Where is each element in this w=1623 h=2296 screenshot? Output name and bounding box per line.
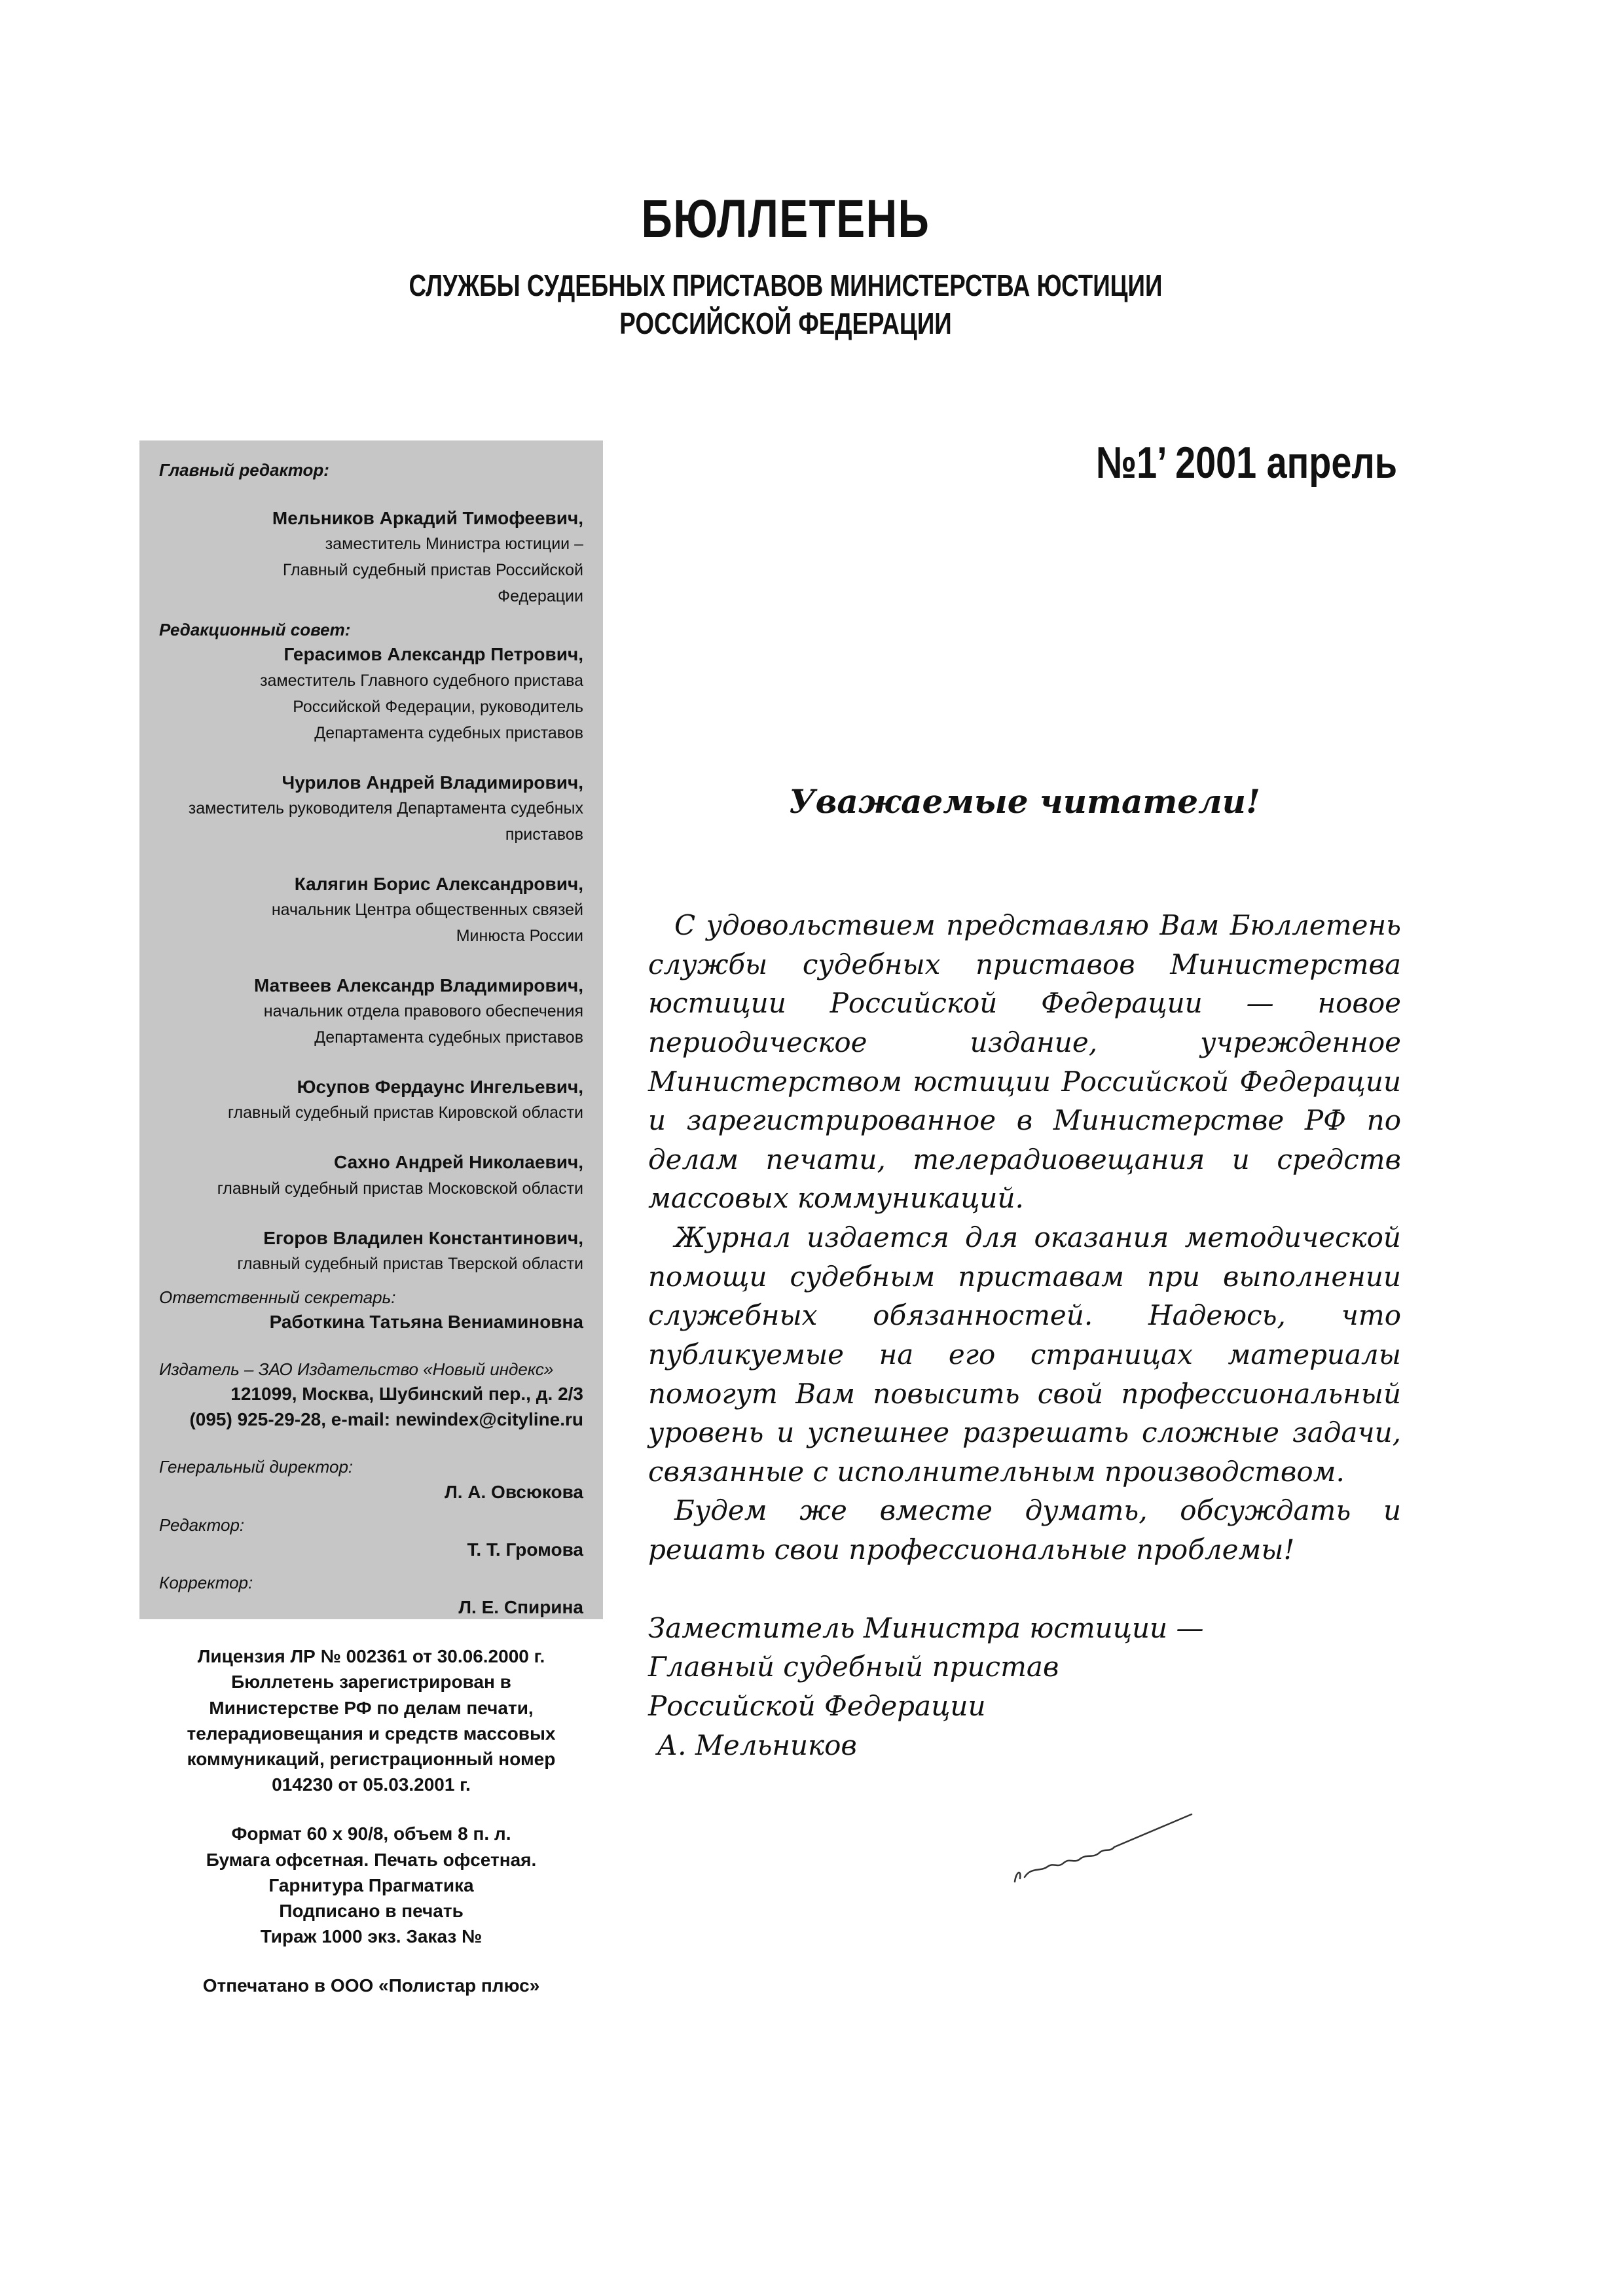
person-name: Калягин Борис Александрович, — [294, 873, 583, 894]
person-role: Российской Федерации, руководитель — [293, 697, 583, 716]
license-line: Лицензия ЛР № 002361 от 30.06.2000 г. — [197, 1646, 545, 1667]
person-role: главный судебный пристав Кировской области — [228, 1103, 583, 1122]
handwritten-signature — [1002, 1806, 1198, 1892]
editor-label: Редактор: — [159, 1515, 245, 1535]
license-line: Бюллетень зарегистрирован в — [231, 1672, 511, 1693]
council-member — [159, 641, 583, 745]
subtitle-line: СЛУЖБЫ СУДЕБНЫХ ПРИСТАВОВ МИНИСТЕРСТВА ЮСТИЦИИ — [409, 268, 1163, 303]
publisher-label: Издатель – ЗАО Издательство «Новый индекс» — [159, 1359, 554, 1379]
person-role: Минюста России — [456, 926, 583, 945]
secretary-label: Ответственный секретарь: — [159, 1287, 396, 1307]
director-label: Генеральный директор: — [159, 1457, 354, 1477]
editor-name: Т. Т. Громова — [467, 1539, 583, 1560]
license-line: коммуникаций, регистрационный номер — [187, 1749, 556, 1770]
person-name: Сахно Андрей Николаевич, — [334, 1152, 583, 1173]
person-name: Матвеев Александр Владимирович, — [253, 975, 583, 996]
letter-greeting: Уважаемые читатели! — [789, 782, 1260, 821]
signoff-line: Главный судебный пристав — [648, 1651, 1059, 1683]
person-name: Чурилов Андрей Владимирович, — [282, 772, 583, 793]
printed-by: Отпечатано в ООО «Полистар плюс» — [202, 1975, 540, 1996]
letter-paragraph: Будем же вместе думать, обсуждать и решать свои профессиональные проблемы! — [648, 1494, 1401, 1566]
person-role: главный судебный пристав Московской области — [217, 1179, 583, 1198]
format-line: Бумага офсетная. Печать офсетная. — [206, 1849, 537, 1870]
chief-editor-label: Главный редактор: — [159, 460, 329, 480]
council-member — [159, 973, 583, 1050]
person-role: начальник Центра общественных связей — [271, 900, 583, 919]
person-name: Егоров Владилен Константинович, — [263, 1227, 583, 1248]
letter-paragraph: Журнал издается для оказания методической помощи судебным приставам при выполнении служебных обязанностей. Надеюсь, что публикуемые на его страницах материалы помогут Вам повысить свой профессиональный уровень и успешнее разрешать сложные задачи, связанные с исполнительным производством. — [648, 1221, 1401, 1488]
issue-number: №1’ 2001 апрель — [1095, 438, 1397, 488]
license-line: Министерстве РФ по делам печати, — [209, 1697, 534, 1718]
format-block — [159, 1821, 583, 1949]
license-block — [159, 1643, 583, 1797]
council-label: Редакционный совет: — [159, 620, 351, 640]
corrector-label: Корректор: — [159, 1573, 253, 1592]
editorial-letter — [648, 782, 1401, 1765]
chief-editor — [159, 505, 583, 609]
letter-paragraph: С удовольствием представляю Вам Бюллетень службы судебных приставов Министерства юстиции Российской Федерации — новое периодическое издание, учрежденное Министерством юстиции Российской Федерации и зарегистрированное в Министерстве РФ по делам печати, телерадиовещания и средств массовых коммуникаций. — [648, 909, 1401, 1215]
corrector-name: Л. Е. Спирина — [458, 1597, 583, 1618]
person-role: Департамента судебных приставов — [314, 1028, 583, 1047]
person-name: Юсупов Фердаунс Ингельевич, — [297, 1077, 583, 1098]
publisher-contacts: (095) 925-29-28, e-mail: newindex@cityline.ru — [189, 1409, 583, 1430]
signoff-line: А. Мельников — [648, 1729, 857, 1761]
bulletin-title: БЮЛЛЕТЕНЬ — [641, 189, 930, 249]
license-line: 014230 от 05.03.2001 г. — [272, 1774, 471, 1795]
signoff-line: Заместитель Министра юстиции — — [648, 1611, 1204, 1644]
person-role: Федерации — [498, 587, 583, 606]
person-name: Мельников Аркадий Тимофеевич, — [272, 508, 583, 529]
editorial-sidebar — [139, 440, 603, 1996]
masthead — [0, 190, 1571, 342]
license-line: телерадиовещания и средств массовых — [187, 1723, 556, 1744]
format-line: Тираж 1000 экз. Заказ № — [260, 1926, 483, 1947]
format-line: Гарнитура Прагматика — [268, 1874, 474, 1895]
person-name: Герасимов Александр Петрович, — [283, 644, 583, 665]
publisher-address: 121099, Москва, Шубинский пер., д. 2/3 — [230, 1384, 583, 1405]
person-role: Департамента судебных приставов — [314, 723, 583, 742]
secretary-name: Работкина Татьяна Вениаминовна — [269, 1311, 583, 1332]
person-role: заместитель Главного судебного пристава — [260, 671, 583, 690]
director-name: Л. А. Овсюкова — [445, 1481, 583, 1502]
person-role: заместитель Министра юстиции – — [325, 535, 583, 554]
format-line: Формат 60 х 90/8, объем 8 п. л. — [231, 1823, 511, 1844]
bulletin-subtitle — [157, 267, 1414, 342]
signoff-line: Российской Федерации — [648, 1689, 986, 1722]
subtitle-line: РОССИЙСКОЙ ФЕДЕРАЦИИ — [619, 306, 952, 340]
council-member — [159, 871, 583, 949]
council-member — [159, 1074, 583, 1126]
format-line: Подписано в печать — [279, 1900, 464, 1921]
council-member — [159, 1225, 583, 1277]
person-role: заместитель руководителя Департамента судебных — [188, 798, 583, 817]
person-role: начальник отдела правового обеспечения — [263, 1002, 583, 1021]
person-role: главный судебный пристав Тверской области — [237, 1254, 583, 1273]
person-role: Главный судебный пристав Российской — [282, 561, 583, 580]
person-role: приставов — [505, 825, 583, 844]
letter-signoff — [648, 1609, 1401, 1765]
council-member — [159, 1149, 583, 1201]
council-member — [159, 770, 583, 848]
